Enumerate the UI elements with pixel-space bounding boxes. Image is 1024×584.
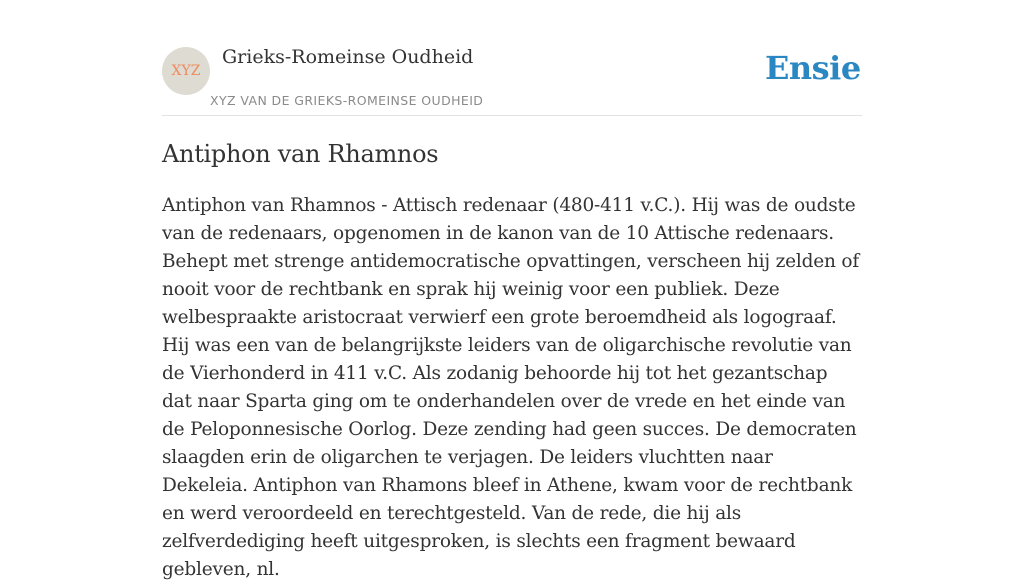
avatar[interactable] xyxy=(162,47,210,95)
site-title[interactable]: Grieks-Romeinse Oudheid xyxy=(222,46,474,68)
article-body: Antiphon van Rhamnos - Attisch redenaar (480-411 v.C.). Hij was de oudste van de redenaars, opgenomen in de kanon van de 10 Attische redenaars. Behept met strenge antidemocratische opvattingen, verscheen hij zelden of nooit voor de rechtbank en sprak hij weinig voor een publiek. Deze welbespraakte aristocraat verwierf een grote beroemdheid als logograaf. Hij was een van de belangrijkste leiders van de oligarchische revolutie van de Vierhonderd in 411 v.C. Als zodanig behoorde hij tot het gezantschap dat naar Sparta ging om te onderhandelen over de vrede en het einde van de Peloponnesische Oorlog. Deze zending had geen succes. De democraten slaagden erin de oligarchen te verjagen. De leiders vluchtten naar Dekeleia. Antiphon van Rhamons bleef in Athene, kwam voor de rechtbank en werd veroordeeld en terechtgesteld. Van de rede, die hij als zelfverdediging heeft uitgesproken, is slechts een fragment bewaard gebleven, nl. xyxy=(162,195,859,580)
header-divider xyxy=(162,115,862,116)
site-subtitle: XYZ VAN DE GRIEKS-ROMEINSE OUDHEID xyxy=(210,93,484,108)
avatar-text: XYZ xyxy=(171,63,201,79)
article-title: Antiphon van Rhamnos xyxy=(162,140,439,168)
brand-logo[interactable]: Ensie xyxy=(765,49,861,87)
